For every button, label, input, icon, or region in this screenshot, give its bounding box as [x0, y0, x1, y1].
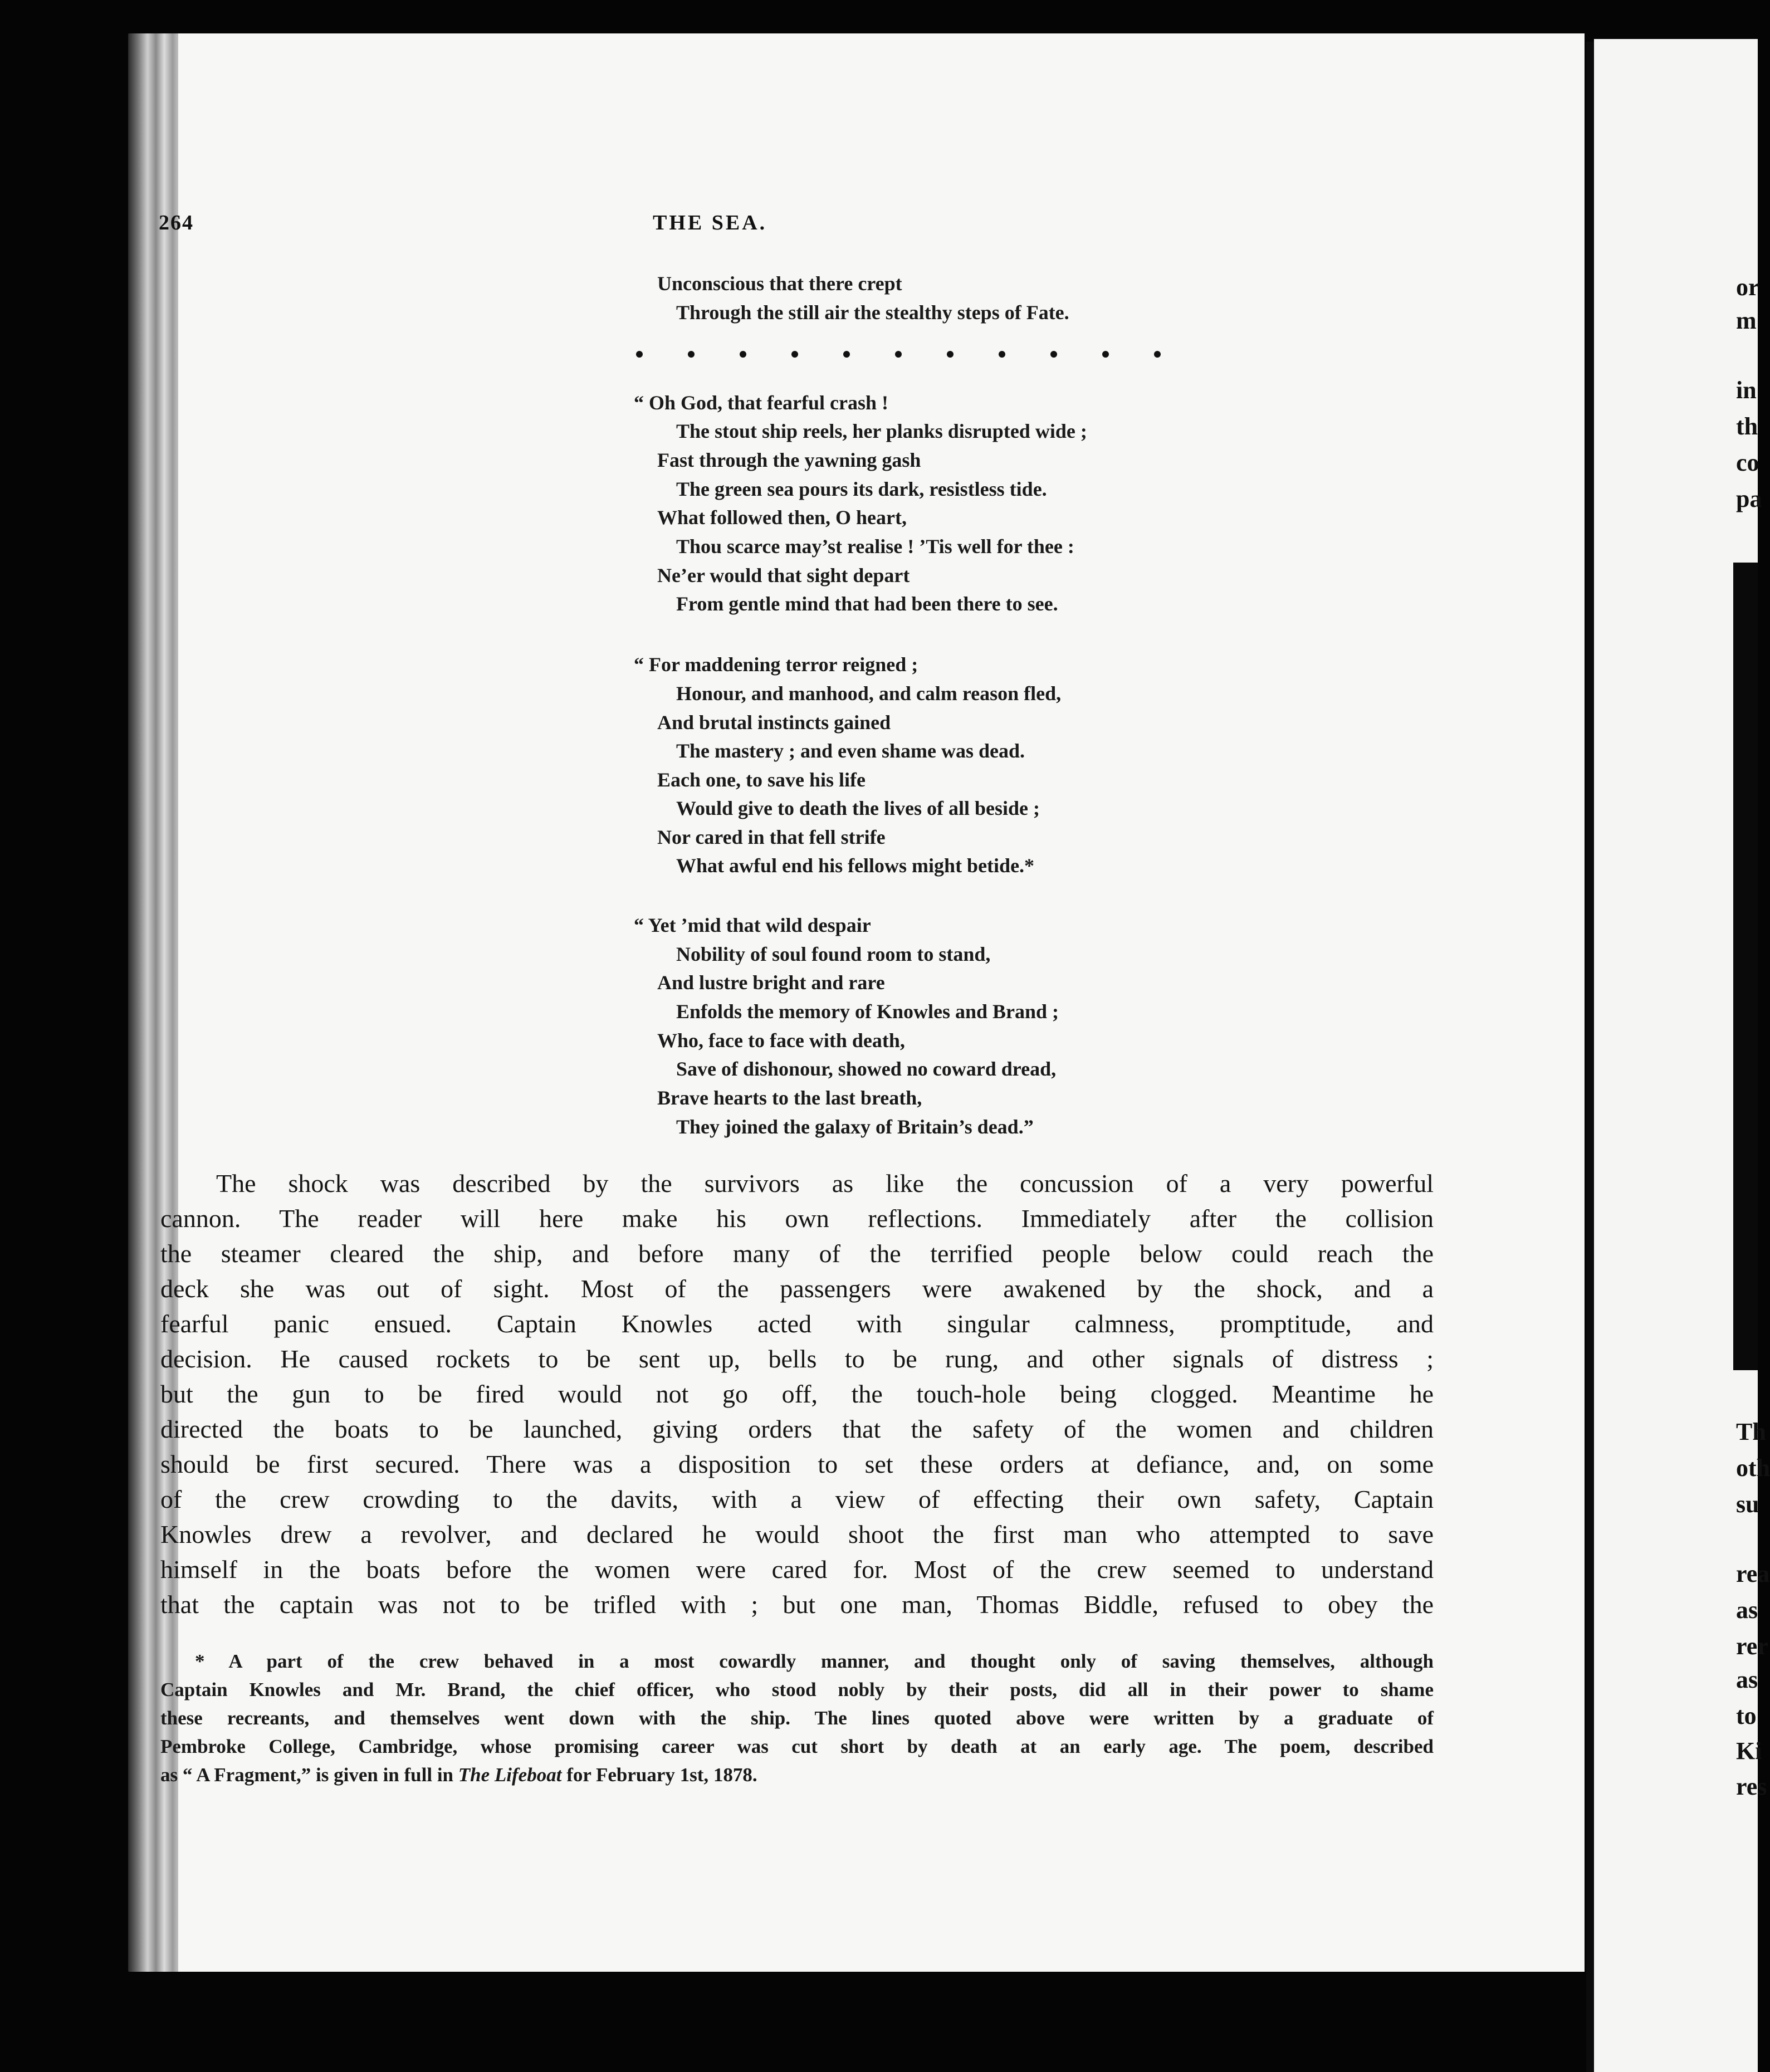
right-page-fragment: to [1736, 1702, 1757, 1729]
prose-line: The shock was described by the survivors as like the concussion of a very powerful [216, 1169, 1434, 1198]
verse-line: Enfolds the memory of Knowles and Brand ; [676, 1000, 1059, 1023]
verse-line: Would give to death the lives of all beside ; [676, 797, 1040, 819]
verse-line: Save of dishonour, showed no coward dread, [676, 1058, 1057, 1080]
right-page [1594, 39, 1770, 2072]
verse-line: Who, face to face with death, [657, 1029, 905, 1052]
asterisk-mark [1102, 351, 1109, 358]
verse-line: And brutal instincts gained [657, 711, 891, 734]
verse-line: The green sea pours its dark, resistless tide. [676, 478, 1047, 500]
right-page-fragment: as [1736, 1666, 1758, 1693]
right-page-fragment: pa [1736, 485, 1762, 512]
right-page-plate-image [1733, 563, 1758, 1370]
asterisk-mark [740, 351, 746, 358]
book-gutter [1586, 42, 1594, 2072]
right-page-fragment: su [1736, 1491, 1759, 1518]
verse-line: What awful end his fellows might betide.* [676, 854, 1035, 877]
verse-line: “ Oh God, that fearful crash ! [634, 392, 888, 414]
running-head: THE SEA. [653, 211, 767, 234]
right-page-fragment: in [1736, 377, 1757, 404]
asterisk-mark [895, 351, 902, 358]
footnote-text: as “ A Fragment,” is given in full in [160, 1764, 458, 1786]
verse-line: Ne’er would that sight depart [657, 564, 910, 587]
verse-line: “ Yet ’mid that wild despair [634, 914, 871, 936]
prose-line: Knowles drew a revolver, and declared he would shoot the first man who attempted to save [160, 1520, 1434, 1548]
right-page-fragment: co [1736, 449, 1759, 476]
verse-line: They joined the galaxy of Britain’s dead.” [676, 1116, 1034, 1138]
asterisk-mark [999, 351, 1005, 358]
verse-line: Thou scarce may’st realise ! ’Tis well for thee : [676, 535, 1074, 558]
asterisk-mark [636, 351, 643, 358]
prose-line: fearful panic ensued. Captain Knowles acted with singular calmness, promptitude, and [160, 1309, 1434, 1338]
verse-line: Through the still air the stealthy steps of Fate. [676, 301, 1069, 324]
verse-line: Each one, to save his life [657, 769, 866, 791]
footnote-line: these recreants, and themselves went down with the ship. The lines quoted above were written by a graduate of [160, 1707, 1434, 1729]
right-page-fragment: rer [1736, 1633, 1768, 1660]
verse-line: “ For maddening terror reigned ; [634, 653, 918, 676]
verse-line: Brave hearts to the last breath, [657, 1087, 922, 1109]
asterisk-mark [1050, 351, 1057, 358]
prose-line: but the gun to be fired would not go off, the touch-hole being clogged. Meantime he [160, 1380, 1434, 1408]
right-page-fragment: as [1736, 1596, 1758, 1624]
right-page-fragment: rea [1736, 1560, 1770, 1587]
verse-line: Fast through the yawning gash [657, 449, 921, 471]
footnote-line: * A part of the crew behaved in a most cowardly manner, and thought only of saving themselves, although [195, 1650, 1434, 1672]
prose-line: himself in the boats before the women were cared for. Most of the crew seemed to understand [160, 1555, 1434, 1584]
footnote-line: Captain Knowles and Mr. Brand, the chief officer, who stood nobly by their posts, did all in their power to shame [160, 1679, 1434, 1700]
verse-line: And lustre bright and rare [657, 971, 885, 994]
footnote-text: for February 1st, 1878. [561, 1764, 757, 1786]
prose-line: of the crew crowding to the davits, with a view of effecting their own safety, Captain [160, 1485, 1434, 1513]
footnote-line: Pembroke College, Cambridge, whose promising career was cut short by death at an early age. The poem, described [160, 1736, 1434, 1757]
asterisk-mark [1154, 351, 1161, 358]
verse-line: Nobility of soul found room to stand, [676, 943, 991, 965]
footnote-line-last [160, 1764, 1434, 1786]
right-page-fragment: th [1736, 413, 1758, 440]
page-number: 264 [159, 211, 194, 234]
verse-line: Unconscious that there crept [657, 272, 902, 295]
verse-line: What followed then, O heart, [657, 506, 907, 529]
prose-line: decision. He caused rockets to be sent up, bells to be rung, and other signals of distress ; [160, 1345, 1434, 1373]
verse-line: Honour, and manhood, and calm reason fled, [676, 682, 1062, 705]
asterisk-mark [688, 351, 695, 358]
right-page-fragment: Th [1736, 1418, 1766, 1445]
right-page-fragment: Ki [1736, 1737, 1762, 1765]
prose-line: should be first secured. There was a disposition to set these orders at defiance, and, on some [160, 1450, 1434, 1478]
verse-line: From gentle mind that had been there to see. [676, 593, 1058, 615]
section-break-asterisks [452, 351, 1455, 373]
asterisk-mark [947, 351, 954, 358]
asterisk-mark [843, 351, 850, 358]
prose-line: directed the boats to be launched, giving orders that the safety of the women and children [160, 1415, 1434, 1443]
verse-line: The stout ship reels, her planks disrupted wide ; [676, 420, 1087, 442]
prose-line: deck she was out of sight. Most of the passengers were awakened by the shock, and a [160, 1274, 1434, 1303]
prose-line: the steamer cleared the ship, and before many of the terrified people below could reach the [160, 1239, 1434, 1268]
footnote-italic-title: The Lifeboat [458, 1764, 562, 1786]
right-page-fragment: m [1736, 307, 1757, 334]
verse-line: The mastery ; and even shame was dead. [676, 740, 1025, 762]
verse-line: Nor cared in that fell strife [657, 826, 886, 848]
prose-line: cannon. The reader will here make his own reflections. Immediately after the collision [160, 1204, 1434, 1233]
right-page-fragment: oth [1736, 1454, 1770, 1482]
right-page-fragment: or [1736, 273, 1759, 301]
prose-line: that the captain was not to be trifled with ; but one man, Thomas Biddle, refused to obey the [160, 1590, 1434, 1619]
right-page-fragment: res [1736, 1773, 1767, 1800]
asterisk-mark [791, 351, 798, 358]
